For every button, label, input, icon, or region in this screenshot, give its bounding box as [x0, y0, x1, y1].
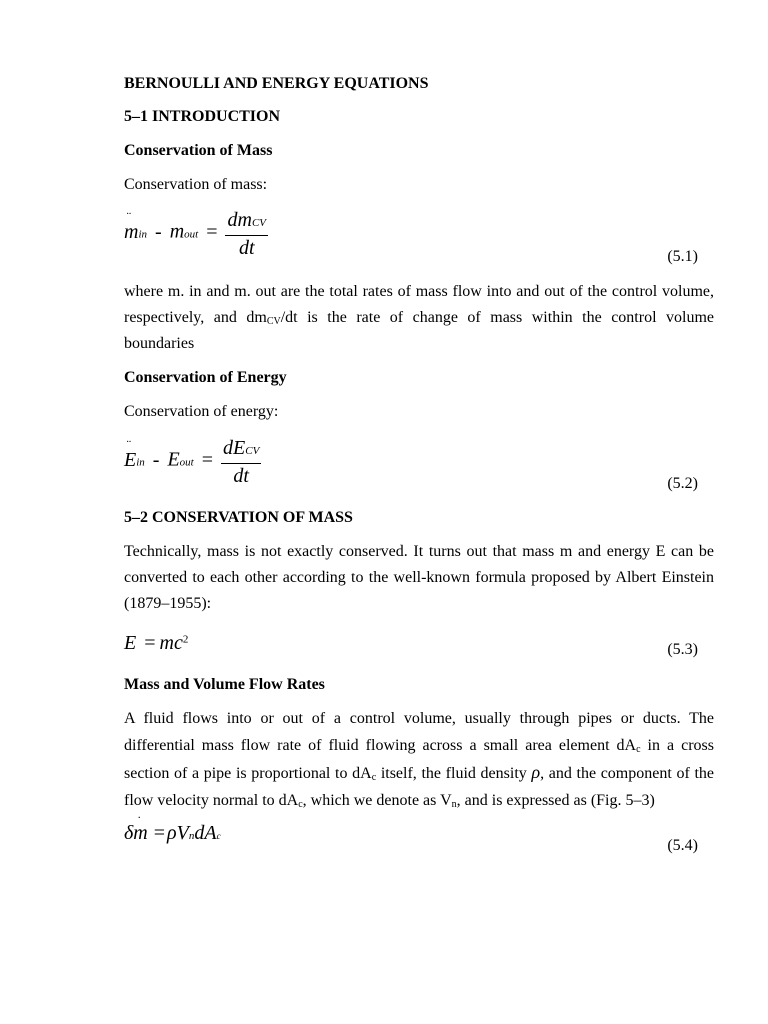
eq2-denominator: dt: [233, 465, 249, 487]
mass-explanation-paragraph: where m. in and m. out are the total rates of mass flow into and out of the control volume, respectively, and $dm_{CV}/dt$ is the rate of change of mass within the control volume boundaries: [124, 283, 715, 352]
eq4-m: · m: [133, 822, 147, 845]
eq3-sup: 2: [182, 633, 189, 646]
heading-conservation-of-energy: Conservation of Energy: [124, 369, 287, 386]
section-heading-introduction: 5–1 INTRODUCTION: [124, 108, 281, 125]
eq3-mc: mc: [159, 632, 183, 654]
mass-intro-text: Conservation of mass:: [124, 176, 268, 193]
eq2-fraction: [221, 436, 261, 488]
eq2-numerator: dE: [223, 437, 246, 459]
eq4-equals: =: [153, 822, 166, 844]
heading-conservation-of-mass: Conservation of Mass: [124, 142, 273, 159]
equation-number-5-2: (5.2): [667, 475, 698, 492]
eq2-e-out: E: [167, 448, 180, 471]
eq1-m-out-sub: out: [184, 228, 199, 241]
eq1-numerator-sub: CV: [251, 217, 266, 229]
eq3-equals: =: [144, 632, 156, 654]
heading-mass-volume-flow: Mass and Volume Flow Rates: [124, 676, 325, 693]
equation-number-5-4: (5.4): [667, 837, 698, 854]
eq3-e: E: [124, 632, 137, 654]
eq2-equals: =: [201, 448, 214, 471]
einstein-paragraph: Technically, mass is not exactly conserved. It turns out that mass m and energy E can be converted to each other according to the well-known formula proposed by Albert Einstein (1879–1955):: [124, 543, 714, 612]
eq2-minus: -: [152, 448, 160, 471]
energy-intro-text: Conservation of energy:: [124, 403, 279, 420]
eq4-v-sub: n: [188, 830, 195, 842]
eq4-da: dA: [194, 822, 217, 844]
eq4-v: V: [176, 822, 189, 844]
document-title: BERNOULLI AND ENERGY EQUATIONS: [124, 75, 429, 92]
equation-number-5-3: (5.3): [667, 641, 698, 658]
section-heading-conservation-of-mass: 5–2 CONSERVATION OF MASS: [124, 509, 353, 526]
document-page: [124, 0, 714, 1024]
equation-5-1: [124, 208, 268, 260]
eq1-numerator: dm: [227, 209, 252, 231]
eq1-minus: -: [155, 220, 162, 243]
equation-5-4: [124, 822, 221, 845]
eq4-delta: δ: [124, 822, 134, 844]
eq4-da-sub: c: [216, 831, 221, 841]
eq1-m-in-sub: in: [138, 228, 148, 241]
equation-5-3: [124, 632, 188, 655]
eq1-m-out: m: [169, 220, 185, 243]
eq2-e-out-sub: out: [179, 456, 194, 469]
eq1-m-in: ·· m: [124, 221, 138, 244]
equation-5-2: [124, 436, 261, 488]
eq1-equals: =: [206, 220, 218, 243]
eq2-e-in: ·· E: [124, 449, 136, 472]
eq2-numerator-sub: CV: [245, 445, 260, 457]
equation-number-5-1: (5.1): [667, 248, 698, 265]
eq4-rho: ρ: [167, 822, 177, 844]
eq2-e-in-sub: in: [136, 456, 145, 469]
eq1-fraction: [225, 208, 268, 260]
flow-paragraph: A fluid flows into or out of a control volume, usually through pipes or ducts. The differential mass flow rate of fluid flowing across a small area element $dA_c$ in a cross section of a pipe is proportional to $dA_c$ itself, the fluid density ρ, and the component of the flow velocity normal to $dA_c$, which we denote as $V_n$, and is expressed as (Fig. 5–3): [124, 710, 715, 810]
eq1-denominator: dt: [238, 237, 255, 259]
